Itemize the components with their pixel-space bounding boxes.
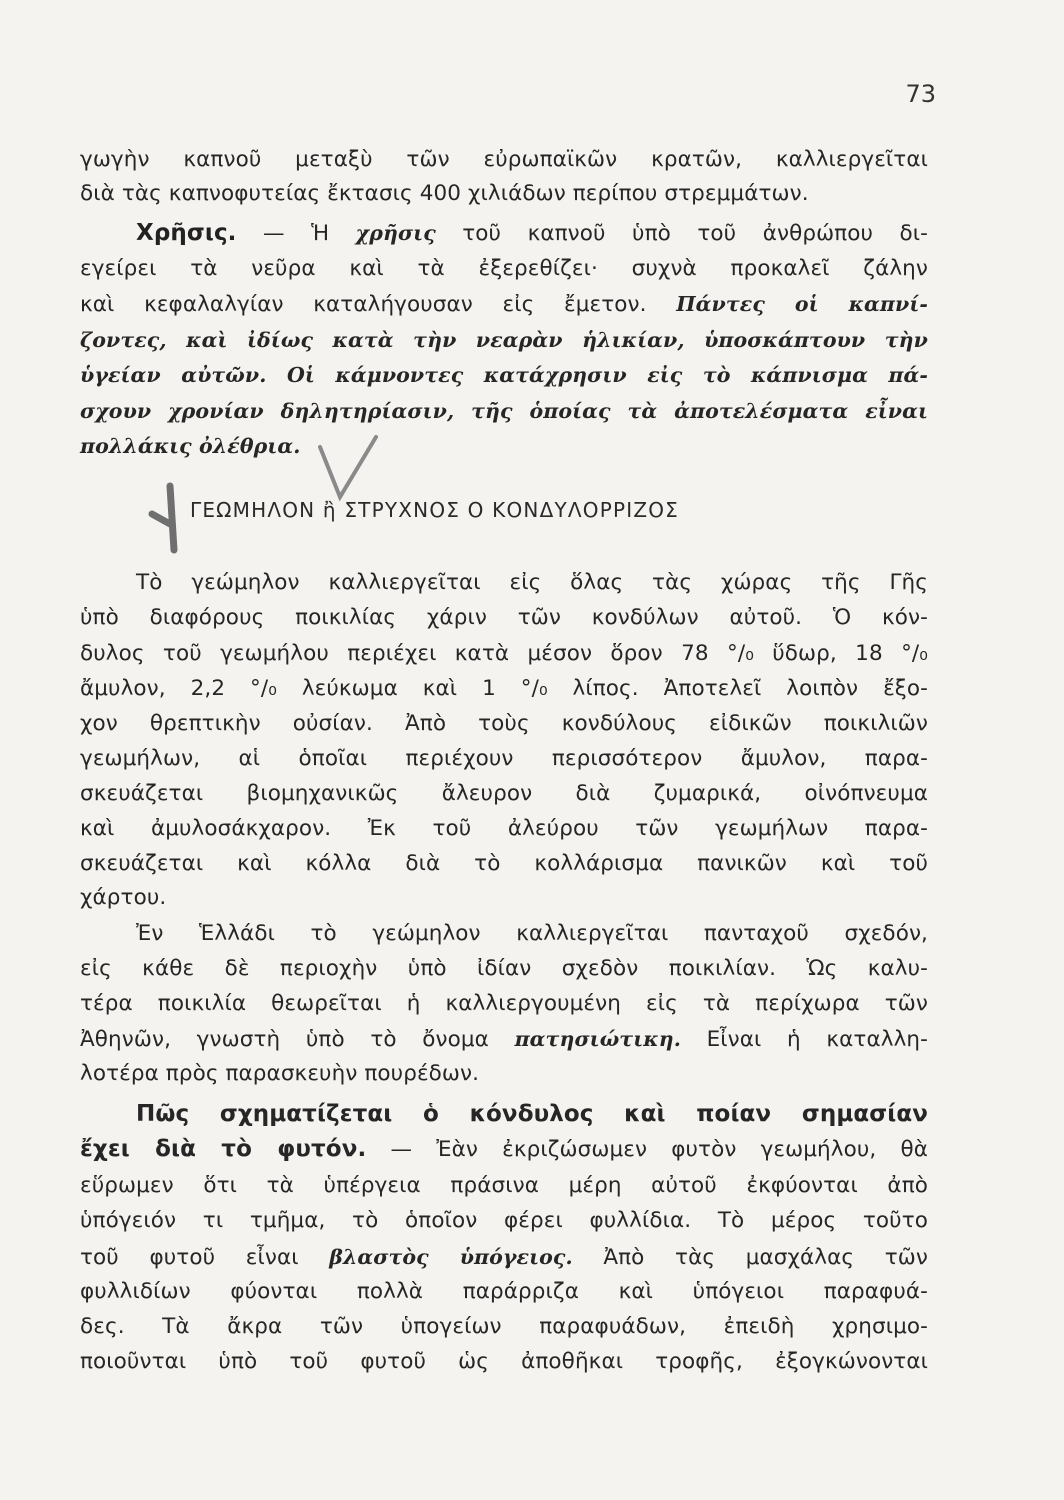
text-line: χάρτου. <box>80 885 167 910</box>
text-line: ὑπόγειόν τι τμῆμα, τὸ ὁποῖον φέρει φυλλίδια. Τὸ μέρος τοῦτο <box>80 1208 928 1233</box>
term-bold: βλαστὸς ὑπόγειος. <box>329 1245 573 1269</box>
text-line: φυλλιδίων φύονται πολλὰ παράρριζα καὶ ὑπόγειοι παραφυά- <box>80 1279 928 1304</box>
emphasis-line: ὑγείαν αὐτῶν. Οἱ κάμνοντες κατάχρησιν εἰς τὸ κάπνισμα πά- <box>80 363 928 387</box>
pencil-check-icon <box>308 425 388 505</box>
text-fragment: — Ἐὰν ἐκριζώσωμεν φυτὸν γεωμήλου, θὰ <box>366 1137 928 1162</box>
subheading-text: ἔχει διὰ τὸ φυτόν. <box>80 1136 367 1162</box>
text-fragment: Ἀπὸ τὰς μασχάλας τῶν <box>572 1245 928 1270</box>
text-fragment: τοῦ φυτοῦ εἶναι <box>80 1245 330 1270</box>
emphasis-line: ζοντες, καὶ ἰδίως κατὰ τὴν νεαρὰν ἡλικίαν, ὑποσκάπτουν τὴν <box>80 328 928 352</box>
text-line: γωγὴν καπνοῦ μεταξὺ τῶν εὐρωπαϊκῶν κρατῶν, καλλιεργεῖται <box>80 147 928 172</box>
emphasis-line: πολλάκις ὀλέθρια. <box>80 434 301 458</box>
text-fragment: — Ἡ <box>236 221 356 246</box>
text-fragment: καὶ κεφαλαλγίαν καταλήγουσαν εἰς ἔμετον. <box>80 292 677 317</box>
text-line: Τὸ γεώμηλον καλλιεργεῖται εἰς ὅλας τὰς χώρας τῆς Γῆς <box>136 570 928 595</box>
text-line: τέρα ποικιλία θεωρεῖται ἡ καλλιεργουμένη εἰς τὰ περίχωρα τῶν <box>80 991 928 1016</box>
text-line: γεωμήλων, αἱ ὁποῖαι περιέχουν περισσότερον ἄμυλον, παρα- <box>80 746 928 771</box>
text-line: ποιοῦνται ὑπὸ τοῦ φυτοῦ ὡς ἀποθῆκαι τροφῆς, ἐξογκώνονται <box>80 1349 928 1374</box>
text-line: ὑπὸ διαφόρους ποικιλίας χάριν τῶν κονδύλων αὐτοῦ. Ὁ κόν- <box>80 605 928 630</box>
text-line: εγείρει τὰ νεῦρα καὶ τὰ ἐξερεθίζει· συχνὰ προκαλεῖ ζάλην <box>80 256 928 281</box>
text-line: δες. Τὰ ἄκρα τῶν ὑπογείων παραφυάδων, ἐπειδὴ χρησιμο- <box>80 1314 928 1339</box>
text-fragment: Εἶναι ἡ καταλλη- <box>680 1027 928 1052</box>
text-line: δυλος τοῦ γεωμήλου περιέχει κατὰ μέσον ὅρον 78 °/₀ ὕδωρ, 18 °/₀ <box>80 641 928 666</box>
text-line <box>80 287 928 322</box>
text-line: εὕρωμεν ὅτι τὰ ὑπέργεια πράσινα μέρη αὐτοῦ ἐκφύονται ἀπὸ <box>80 1173 928 1198</box>
text-line: εἰς κάθε δὲ περιοχὴν ὑπὸ ἰδίαν σχεδὸν ποικιλίαν. Ὡς καλυ- <box>80 956 928 981</box>
text-fragment: Ἀθηνῶν, γνωστὴ ὑπὸ τὸ ὄνομα <box>80 1027 515 1052</box>
subheading-line: Πῶς σχηματίζεται ὁ κόνδυλος καὶ ποίαν σημασίαν <box>136 1101 928 1127</box>
text-line: λοτέρα πρὸς παρασκευὴν πουρέδων. <box>80 1061 480 1086</box>
pencil-check-icon <box>148 478 196 556</box>
section-title: ΓΕΩΜΗΛΟΝ ἢ ΣΤΡΥΧΝΟΣ Ο ΚΟΝΔΥΛΟΡΡΙΖΟΣ <box>190 498 680 522</box>
text-line: ἄμυλον, 2,2 °/₀ λεύκωμα καὶ 1 °/₀ λίπος. Ἀποτελεῖ λοιπὸν ἔξο- <box>80 676 928 701</box>
use-paragraph-line <box>136 216 928 251</box>
text-line <box>80 1132 928 1167</box>
text-line: Ἐν Ἑλλάδι τὸ γεώμηλον καλλιεργεῖται πανταχοῦ σχεδόν, <box>136 921 928 946</box>
text-line <box>80 1240 928 1275</box>
emphasis-text: Πάντες οἱ καπνί- <box>676 292 928 316</box>
text-line: σκευάζεται βιομηχανικῶς ἄλευρον διὰ ζυμαρικά, οἰνόπνευμα <box>80 781 928 806</box>
emphasis-line: σχουν χρονίαν δηλητηρίασιν, τῆς ὁποίας τὰ ἀποτελέσματα εἶναι <box>80 399 928 423</box>
variety-name: πατησιώτικη. <box>514 1027 681 1051</box>
text-line: σκευάζεται καὶ κόλλα διὰ τὸ κολλάρισμα πανικῶν καὶ τοῦ <box>80 851 928 876</box>
use-heading: Χρῆσις. <box>136 220 237 246</box>
text-fragment: τοῦ καπνοῦ ὑπὸ τοῦ ἀνθρώπου δι- <box>435 221 928 246</box>
italic-term: χρῆσις <box>355 221 436 245</box>
text-line: διὰ τὰς καπνοφυτείας ἔκτασις 400 χιλιάδων περίπου στρεμμάτων. <box>80 181 809 206</box>
page-number: 73 <box>905 80 936 108</box>
text-line: χον θρεπτικὴν οὐσίαν. Ἀπὸ τοὺς κονδύλους εἰδικῶν ποικιλιῶν <box>80 711 928 736</box>
text-line: καὶ ἀμυλοσάκχαρον. Ἐκ τοῦ ἀλεύρου τῶν γεωμήλων παρα- <box>80 816 928 841</box>
text-line <box>80 1022 928 1057</box>
